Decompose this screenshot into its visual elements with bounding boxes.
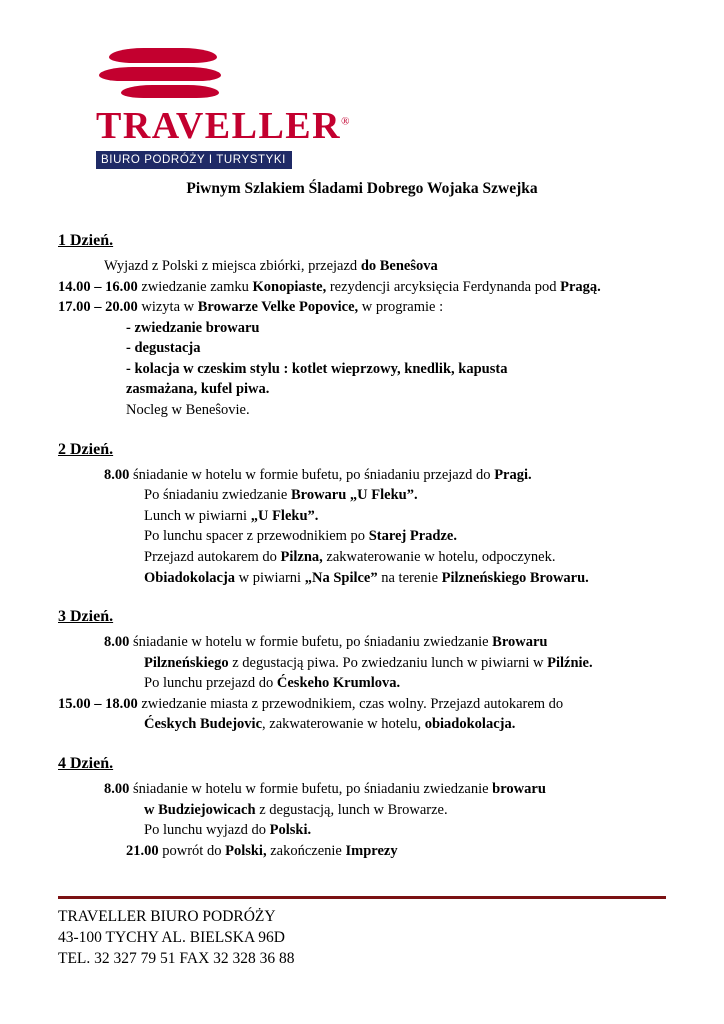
- itinerary-line: - degustacja: [126, 340, 201, 357]
- logo-tagline: BIURO PODRÓŻY I TURYSTYKI: [96, 151, 292, 169]
- itinerary-line: Przejazd autokarem do Pilzna, zakwaterowanie w hotelu, odpoczynek.: [144, 548, 556, 565]
- day-heading: 3 Dzień.: [58, 608, 114, 626]
- logo-brand-name: [96, 107, 351, 145]
- footer-line: TEL. 32 327 79 51 FAX 32 328 36 88: [58, 949, 295, 967]
- itinerary-line: 8.00 śniadanie w hotelu w formie bufetu, po śniadaniu zwiedzanie Browaru: [104, 634, 548, 651]
- itinerary-line: - kolacja w czeskim stylu : kotlet wieprzowy, knedlik, kapusta: [126, 360, 508, 377]
- itinerary-line: 21.00 powrót do Polski, zakończenie Imprezy: [126, 842, 398, 859]
- logo-brand-text: TRAVELLER: [96, 105, 342, 147]
- itinerary-line: 17.00 – 20.00 wizyta w Browarze Velke Popovice, w programie :: [58, 299, 444, 316]
- itinerary-line: 8.00 śniadanie w hotelu w formie bufetu, po śniadaniu przejazd do Pragi.: [104, 466, 532, 483]
- company-logo: [96, 48, 351, 169]
- itinerary-line: Po lunchu przejazd do Ćeskeho Krumlova.: [144, 675, 401, 692]
- itinerary-line: Po śniadaniu zwiedzanie Browaru „U Fleku”.: [144, 487, 418, 504]
- itinerary-line: Wyjazd z Polski z miejsca zbiórki, przejazd do Beneŝova: [104, 258, 438, 274]
- registered-trademark-icon: ®: [341, 115, 351, 128]
- itinerary-line: Nocleg w Beneŝovie.: [126, 402, 250, 419]
- footer-line: 43-100 TYCHY AL. BIELSKA 96D: [58, 928, 285, 946]
- itinerary-line: Lunch w piwiarni „U Fleku”.: [144, 507, 319, 524]
- itinerary-line: Ćeskych Budejovic, zakwaterowanie w hotelu, obiadokolacja.: [144, 716, 516, 733]
- footer-contact-block: [58, 907, 666, 970]
- document-footer: [58, 896, 666, 970]
- itinerary-day: [58, 441, 666, 588]
- itinerary-line: Po lunchu spacer z przewodnikiem po Starej Pradze.: [144, 528, 457, 545]
- day-heading: 1 Dzień.: [58, 232, 114, 249]
- day-heading: 2 Dzień.: [58, 440, 114, 458]
- waves-icon: [99, 48, 224, 100]
- itinerary-line: zasmażana, kufel piwa.: [126, 381, 270, 398]
- itinerary-line: - zwiedzanie browaru: [126, 319, 260, 336]
- footer-line: TRAVELLER BIURO PODRÓŻY: [58, 908, 276, 925]
- itinerary-line: Po lunchu wyjazd do Polski.: [144, 822, 312, 839]
- itinerary-day: [58, 755, 666, 861]
- itinerary-line: 8.00 śniadanie w hotelu w formie bufetu, po śniadaniu zwiedzanie browaru: [104, 780, 546, 797]
- document-body: [58, 180, 666, 881]
- day-heading: 4 Dzień.: [58, 754, 114, 772]
- itinerary-day: [58, 232, 666, 421]
- itinerary-day: [58, 608, 666, 735]
- itinerary-line: Pilzneńskiego z degustacją piwa. Po zwiedzaniu lunch w piwiarni w Pilźnie.: [144, 654, 593, 671]
- footer-divider: [58, 896, 666, 899]
- itinerary-days: [58, 232, 666, 861]
- itinerary-line: Obiadokolacja w piwiarni „Na Spilce” na terenie Pilzneńskiego Browaru.: [144, 569, 589, 586]
- itinerary-line: 14.00 – 16.00 zwiedzanie zamku Konopiaste, rezydencji arcyksięcia Ferdynanda pod Pragą.: [58, 278, 601, 295]
- page-title: Piwnym Szlakiem Śladami Dobrego Wojaka Szwejka: [186, 180, 538, 197]
- itinerary-line: w Budziejowicach z degustacją, lunch w Browarze.: [144, 801, 448, 818]
- itinerary-line: 15.00 – 18.00 zwiedzanie miasta z przewodnikiem, czas wolny. Przejazd autokarem do: [58, 695, 564, 712]
